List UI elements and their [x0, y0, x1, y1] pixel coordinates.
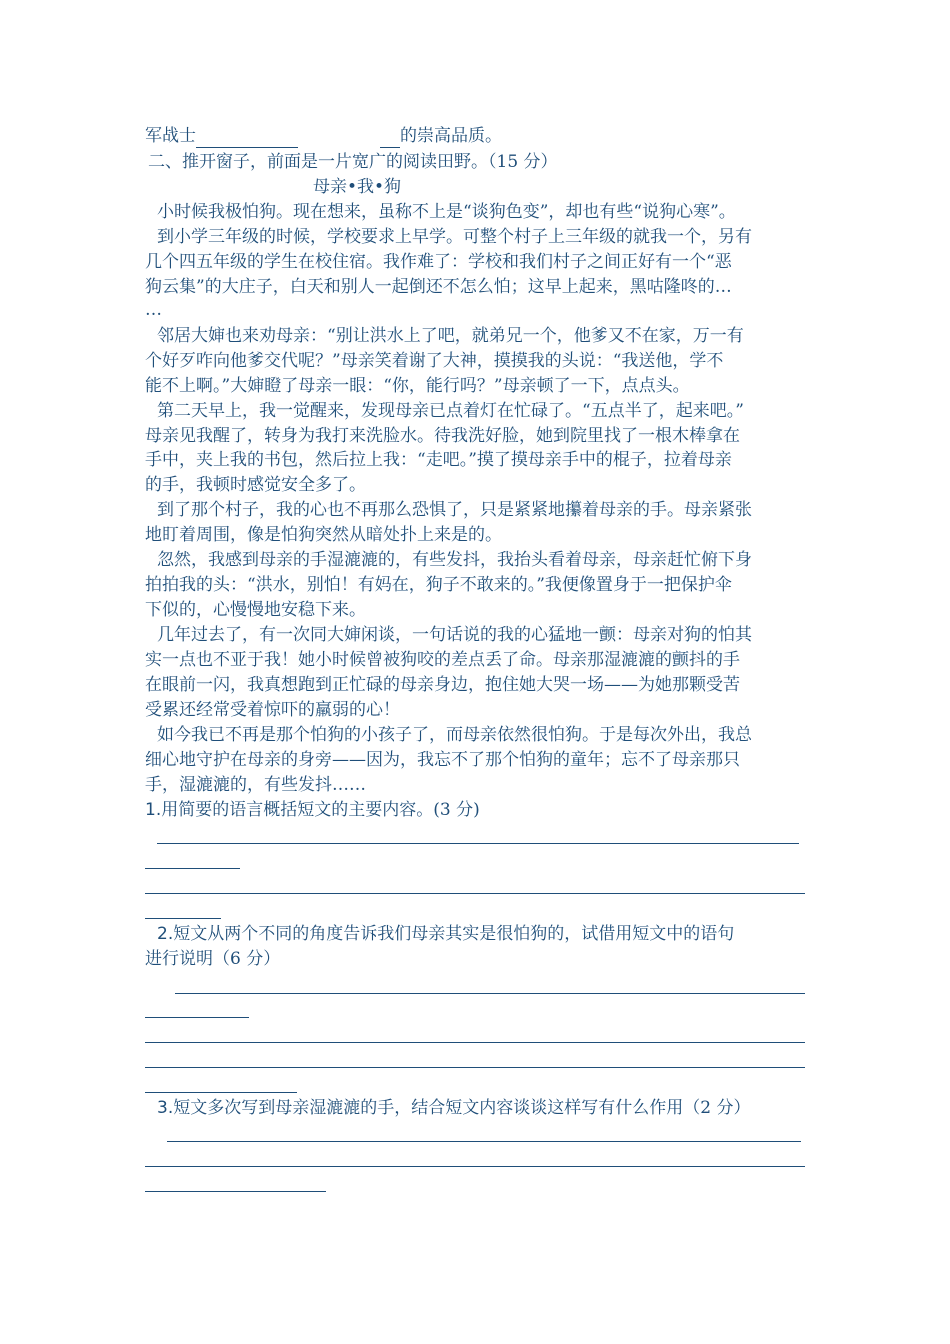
story-line: 几年过去了，有一次同大婶闲谈，一句话说的我的心猛地一颤：母亲对狗的怕其	[157, 625, 752, 645]
question-2-continued: 进行说明（6 分）	[145, 949, 281, 969]
story-line: 几个四五年级的学生在校住宿。我作难了：学校和我们村子之间正好有一个“恶	[145, 252, 732, 272]
answer-line[interactable]	[145, 893, 805, 894]
story-line: 如今我已不再是那个怕狗的小孩子了，而母亲依然很怕狗。于是每次外出，我总	[157, 725, 752, 745]
question-2: 2.短文从两个不同的角度告诉我们母亲其实是很怕狗的，试借用短文中的语句	[157, 924, 735, 944]
answer-line[interactable]	[157, 843, 799, 844]
story-line: 受累还经常受着惊吓的羸弱的心！	[145, 700, 400, 720]
story-title: 母亲•我•狗	[313, 177, 402, 197]
answer-line[interactable]	[145, 1191, 326, 1192]
story-line: 的手，我顿时感觉安全多了。	[145, 475, 366, 495]
answer-blank[interactable]	[196, 129, 298, 148]
story-line: 忽然，我感到母亲的手湿漉漉的，有些发抖，我抬头看着母亲，母亲赶忙俯下身	[157, 550, 752, 570]
intro-line	[145, 124, 810, 148]
intro-suffix: 的崇高品质。	[400, 126, 502, 146]
story-line: 拍拍我的头：“洪水，别怕！有妈在，狗子不敢来的。”我便像置身于一把保护伞	[145, 575, 732, 595]
question-3: 3.短文多次写到母亲湿漉漉的手，结合短文内容谈谈这样写有什么作用（2 分）	[157, 1098, 751, 1118]
story-line: 细心地守护在母亲的身旁——因为，我忘不了那个怕狗的童年；忘不了母亲那只	[145, 750, 740, 770]
answer-line[interactable]	[145, 1017, 249, 1018]
story-line: 手中，夹上我的书包，然后拉上我：“走吧。”摸了摸母亲手中的棍子，拉着母亲	[145, 450, 732, 470]
story-line: 个好歹咋向他爹交代呢？”母亲笑着谢了大神，摸摸我的头说：“我送他，学不	[145, 351, 724, 371]
story-line: 邻居大婶也来劝母亲：“别让洪水上了吧，就弟兄一个，他爹又不在家，万一有	[157, 326, 744, 346]
answer-line[interactable]	[145, 1067, 805, 1068]
intro-prefix: 军战士	[145, 126, 196, 146]
story-line: 下似的，心慢慢地安稳下来。	[145, 600, 366, 620]
story-line: 实一点也不亚于我！她小时候曾被狗咬的差点丢了命。母亲那湿漉漉的颤抖的手	[145, 650, 740, 670]
story-line: …	[145, 300, 162, 320]
story-line: 母亲见我醒了，转身为我打来洗脸水。待我洗好脸，她到院里找了一根木棒拿在	[145, 426, 740, 446]
story-line: 到小学三年级的时候，学校要求上早学。可整个村子上三年级的就我一个，另有	[157, 227, 752, 247]
story-line: 能不上啊。”大婶瞪了母亲一眼：“你，能行吗？”母亲顿了一下，点点头。	[145, 376, 690, 396]
answer-line[interactable]	[145, 918, 221, 919]
answer-line[interactable]	[145, 1092, 297, 1093]
answer-line[interactable]	[167, 1141, 801, 1142]
answer-line[interactable]	[145, 1166, 805, 1167]
story-line: 地盯着周围，像是怕狗突然从暗处扑上来是的。	[145, 525, 502, 545]
story-line: 狗云集”的大庄子，白天和别人一起倒还不怎么怕；这早上起来，黑咕隆咚的…	[145, 277, 732, 297]
answer-line[interactable]	[145, 868, 240, 869]
answer-line[interactable]	[175, 993, 805, 994]
answer-line[interactable]	[145, 1042, 805, 1043]
story-line: 在眼前一闪，我真想跑到正忙碌的母亲身边，抱住她大哭一场——为她那颗受苦	[145, 675, 740, 695]
answer-blank[interactable]	[380, 129, 400, 148]
question-1: 1.用简要的语言概括短文的主要内容。(3 分)	[145, 800, 480, 820]
story-line: 第二天早上，我一觉醒来，发现母亲已点着灯在忙碌了。“五点半了，起来吧。”	[157, 401, 744, 421]
story-line: 到了那个村子，我的心也不再那么恐惧了，只是紧紧地攥着母亲的手。母亲紧张	[157, 500, 752, 520]
story-line: 手，湿漉漉的，有些发抖……	[145, 775, 366, 795]
story-line: 小时候我极怕狗。现在想来，虽称不上是“谈狗色变”，却也有些“说狗心寒”。	[157, 202, 736, 222]
section-heading: 二、推开窗子，前面是一片宽广的阅读田野。（15 分）	[148, 152, 558, 172]
